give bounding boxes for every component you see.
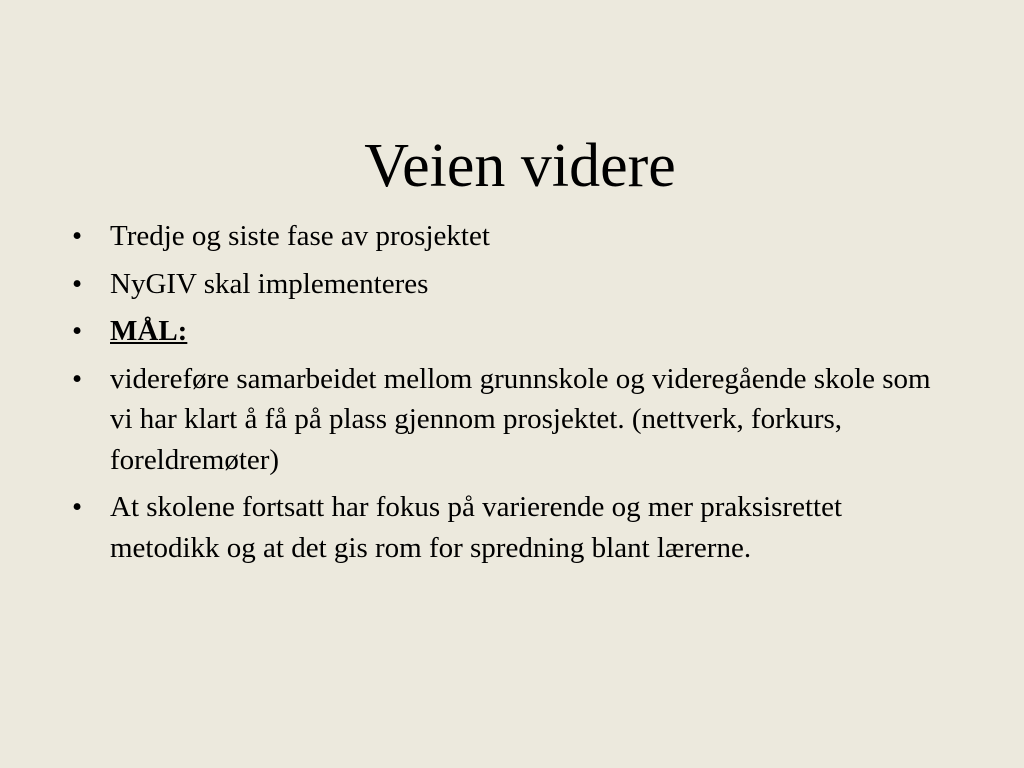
bullet-text: At skolene fortsatt har fokus på varierende og mer praksisrettet metodikk og at det gis rom for spredning blant lærerne.	[110, 491, 842, 564]
bullet-icon: •	[72, 220, 83, 252]
bullet-list	[72, 216, 952, 575]
bullet-text: Tredje og siste fase av prosjektet	[110, 220, 490, 252]
bullet-icon: •	[72, 362, 83, 395]
bullet-item-goal-heading	[72, 311, 952, 352]
bullet-item-phase	[72, 216, 952, 257]
slide-title: Veien videre	[364, 132, 676, 200]
bullet-item-nygiv	[72, 264, 952, 305]
bullet-icon: •	[72, 491, 83, 523]
bullet-item-continue-collaboration	[72, 359, 952, 481]
bullet-icon: •	[72, 267, 83, 300]
bullet-item-schools-focus	[72, 487, 952, 568]
bullet-text: NyGIV skal implementeres	[110, 267, 429, 300]
bullet-text: videreføre samarbeidet mellom grunnskole og videregående skole som vi har klart å få på plass gjennom prosjektet. (nettverk, forkurs, foreldremøter)	[110, 362, 931, 476]
bullet-text-goal: MÅL:	[110, 315, 188, 347]
bullet-icon: •	[72, 315, 83, 347]
